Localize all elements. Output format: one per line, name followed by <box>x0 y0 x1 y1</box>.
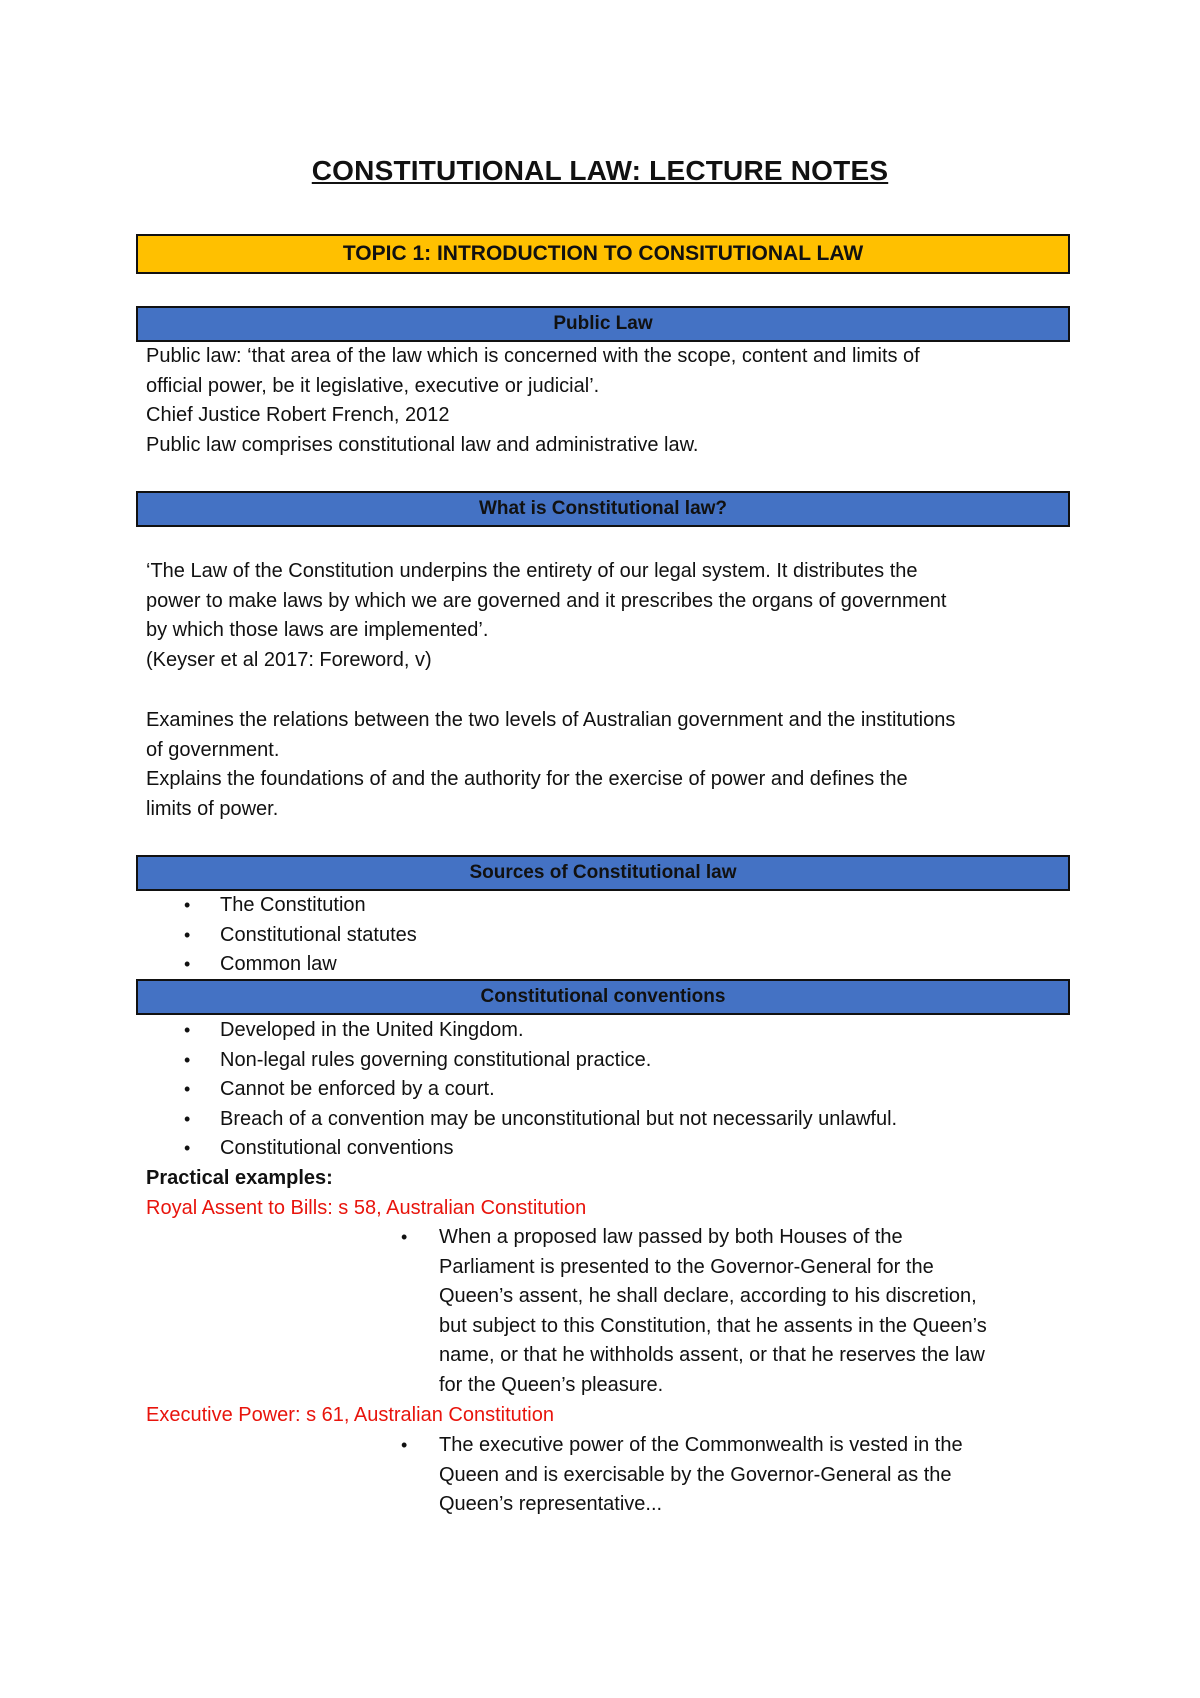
bullet-icon: • <box>401 1227 408 1247</box>
list-item: • Constitutional conventions <box>146 1134 1066 1164</box>
list-item: • Breach of a convention may be unconstitutional but not necessarily unlawful. <box>146 1105 1066 1135</box>
text-line: power to make laws by which we are governed and it prescribes the organs of government <box>146 589 947 612</box>
topic-banner: TOPIC 1: INTRODUCTION TO CONSITUTIONAL LAW <box>136 234 1070 274</box>
list-item: • Constitutional statutes <box>146 921 1066 951</box>
list-item: • Common law <box>146 950 1066 980</box>
bullet-icon: • <box>184 1079 191 1099</box>
what-is-paragraph <box>146 706 1066 824</box>
list-item: • The executive power of the Commonwealth is vested in the Queen and is exercisable by the Governor-General as the Queen’s representative... <box>395 1431 1095 1520</box>
conventions-list <box>146 1016 1066 1164</box>
bullet-icon: • <box>184 954 191 974</box>
bullet-icon: • <box>184 924 191 945</box>
bullet-icon: • <box>184 1020 191 1040</box>
royal-assent-list <box>395 1223 1095 1400</box>
text-line: Explains the foundations of and the authority for the exercise of power and defines the <box>146 768 908 790</box>
text-line: Public law comprises constitutional law and administrative law. <box>146 433 699 456</box>
section-heading-conventions: Constitutional conventions <box>136 979 1070 1015</box>
bullet-icon: • <box>184 1138 191 1158</box>
list-item: • Non-legal rules governing constitutional practice. <box>146 1046 1066 1076</box>
bullet-icon: • <box>184 1049 191 1070</box>
text-line: of government. <box>146 738 280 761</box>
page-title: CONSTITUTIONAL LAW: LECTURE NOTES <box>311 155 889 186</box>
bullet-icon: • <box>401 1435 408 1455</box>
text-line: ‘The Law of the Constitution underpins the entirety of our legal system. It distributes the <box>146 560 918 582</box>
section-heading-what-is-constitutional-law: What is Constitutional law? <box>136 491 1070 527</box>
section-heading-public-law: Public Law <box>136 306 1070 342</box>
text-line: (Keyser et al 2017: Foreword, v) <box>146 648 432 671</box>
text-line: limits of power. <box>146 797 279 820</box>
text-line: official power, be it legislative, executive or judicial’. <box>146 374 600 397</box>
section-heading-sources: Sources of Constitutional law <box>136 855 1070 891</box>
bullet-icon: • <box>184 1108 191 1129</box>
list-item: • Cannot be enforced by a court. <box>146 1075 1066 1105</box>
example-heading-executive-power: Executive Power: s 61, Australian Constitution <box>146 1404 554 1426</box>
practical-examples-label: Practical examples: <box>146 1167 333 1189</box>
text-line: Public law: ‘that area of the law which is concerned with the scope, content and limits of <box>146 345 920 367</box>
public-law-text <box>146 342 1066 460</box>
list-item: • The Constitution <box>146 891 1066 921</box>
what-is-quote <box>146 557 1066 675</box>
list-item: • Developed in the United Kingdom. <box>146 1016 1066 1046</box>
text-line: by which those laws are implemented’. <box>146 619 489 641</box>
executive-power-list <box>395 1431 1095 1520</box>
text-line: Chief Justice Robert French, 2012 <box>146 404 450 426</box>
bullet-icon: • <box>184 895 191 915</box>
text-line: Examines the relations between the two levels of Australian government and the institutions <box>146 709 956 731</box>
sources-list <box>146 891 1066 980</box>
example-heading-royal-assent: Royal Assent to Bills: s 58, Australian Constitution <box>146 1197 587 1219</box>
list-item: • When a proposed law passed by both Houses of the Parliament is presented to the Governor-General for the Queen’s assent, he shall declare, according to his discretion, but subject to this Constitution, that he assents in the Queen’s name, or that he withholds assent, or that he reserves the law for the Queen’s pleasure. <box>395 1223 1095 1400</box>
